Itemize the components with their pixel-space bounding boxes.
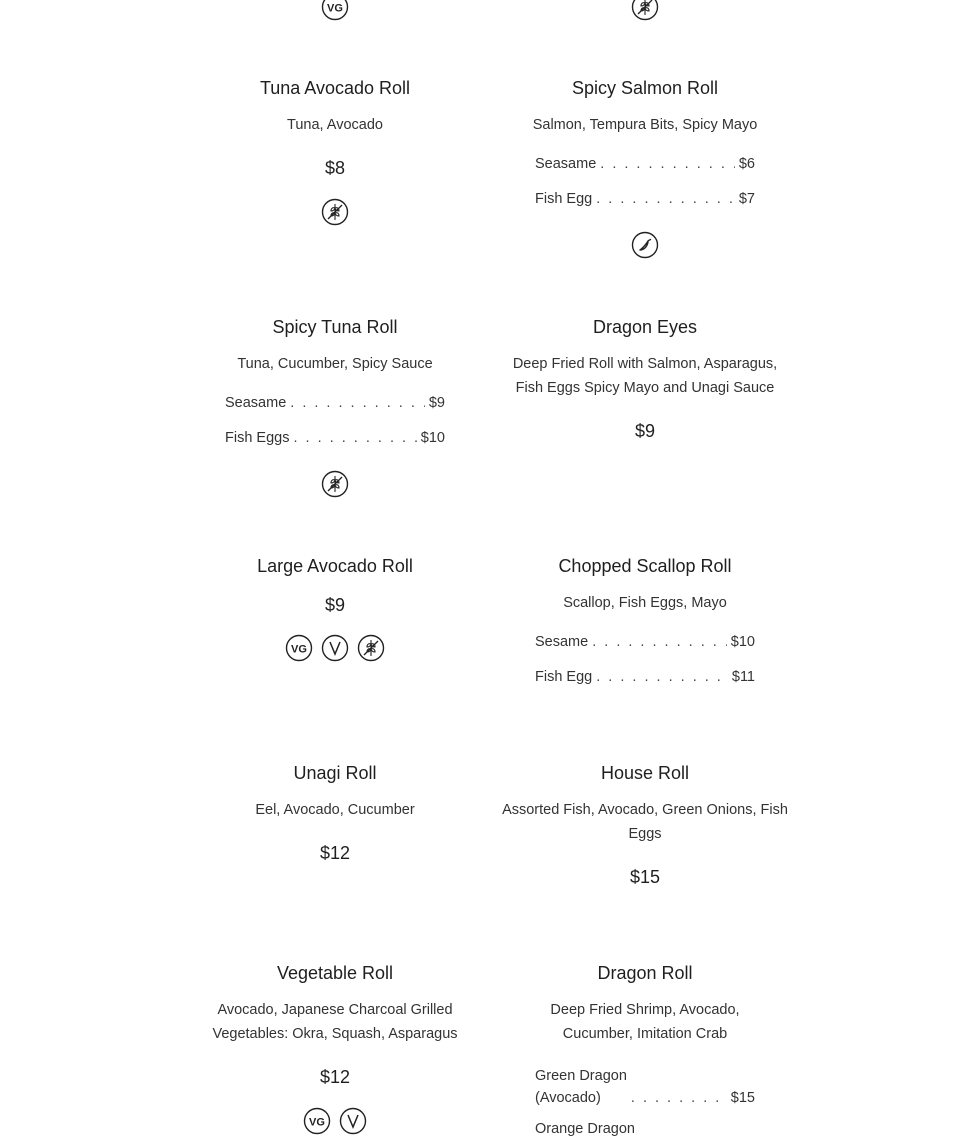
option-row xyxy=(535,634,755,650)
item-price: $12 xyxy=(319,843,351,863)
option-row xyxy=(535,669,755,685)
menu-item-spicy-tuna-roll xyxy=(185,316,485,376)
menu-item-house-roll xyxy=(495,762,795,888)
item-title: Dragon Roll xyxy=(597,963,693,983)
item-description: Tuna, Cucumber, Spicy Sauce xyxy=(237,356,433,372)
option-name: Sesame xyxy=(535,634,589,650)
menu-item-large-avocado-roll xyxy=(185,555,485,662)
item-title: Tuna Avocado Roll xyxy=(259,78,411,98)
gluten-free-icon xyxy=(321,198,349,226)
item-price: $12 xyxy=(319,1067,351,1087)
option-name: Orange Dragon xyxy=(535,1121,635,1137)
menu-item-vegetable-roll xyxy=(185,962,485,1135)
option-name: Fish Eggs xyxy=(225,430,290,446)
menu-item-dragon-roll xyxy=(515,962,775,1046)
item-description: Deep Fried Shrimp, Avocado, Cucumber, Imitation Crab xyxy=(550,1002,740,1042)
item-title: Spicy Tuna Roll xyxy=(272,317,398,337)
item-price: $15 xyxy=(629,867,661,887)
item-description: Avocado, Japanese Charcoal Grilled Vegetables: Okra, Squash, Asparagus xyxy=(212,1002,458,1042)
item-description: Salmon, Tempura Bits, Spicy Mayo xyxy=(532,117,758,133)
item-title: Large Avocado Roll xyxy=(257,556,413,576)
option-row xyxy=(535,156,755,172)
menu-item-chopped-scallop-roll xyxy=(495,555,795,615)
vegan-icon xyxy=(285,634,313,662)
option-price: $7 xyxy=(738,191,755,207)
menu-item-tuna-avocado-roll xyxy=(185,77,485,226)
item-description: Deep Fried Roll with Salmon, Asparagus, Fish Eggs Spicy Mayo and Unagi Sauce xyxy=(512,356,778,396)
gluten-free-icon xyxy=(357,634,385,662)
vegan-icon xyxy=(321,0,349,21)
option-name-line1: Green Dragon xyxy=(535,1068,627,1084)
item-price: $9 xyxy=(324,595,346,615)
vegan-icon xyxy=(303,1107,331,1135)
option-price: $10 xyxy=(420,430,445,446)
top-left-icons xyxy=(185,0,485,21)
option-price: $10 xyxy=(730,634,755,650)
top-right-icons xyxy=(495,0,795,21)
option-name: Fish Egg xyxy=(535,191,593,207)
option-price: $15 xyxy=(730,1090,755,1106)
item-title: Chopped Scallop Roll xyxy=(558,556,732,576)
spicy-salmon-icons xyxy=(495,231,795,259)
option-row xyxy=(535,1065,755,1109)
spicy-salmon-options xyxy=(535,156,755,207)
item-description: Assorted Fish, Avocado, Green Onions, Fish Eggs xyxy=(502,802,788,842)
item-price: $8 xyxy=(324,158,346,178)
gluten-free-icon xyxy=(631,0,659,21)
item-price: $9 xyxy=(634,421,656,441)
spicy-tuna-icons xyxy=(185,470,485,498)
item-title: Unagi Roll xyxy=(293,763,377,783)
option-name xyxy=(535,1065,627,1109)
item-title: Vegetable Roll xyxy=(276,963,394,983)
spicy-icon xyxy=(631,231,659,259)
spicy-tuna-options xyxy=(225,395,445,446)
item-title: House Roll xyxy=(600,763,690,783)
item-title: Dragon Eyes xyxy=(592,317,698,337)
option-row xyxy=(225,430,445,446)
menu-item-spicy-salmon-roll xyxy=(495,77,795,137)
option-price: $6 xyxy=(738,156,755,172)
item-description: Scallop, Fish Eggs, Mayo xyxy=(563,595,727,611)
option-name: Seasame xyxy=(535,156,597,172)
vegetarian-icon xyxy=(321,634,349,662)
vegetarian-icon xyxy=(339,1107,367,1135)
option-row xyxy=(225,395,445,411)
menu-item-unagi-roll xyxy=(185,762,485,864)
item-title: Spicy Salmon Roll xyxy=(571,78,719,98)
chopped-scallop-options xyxy=(535,634,755,685)
option-name: Fish Egg xyxy=(535,669,593,685)
option-name-line2: (Avocado) xyxy=(535,1090,601,1106)
item-description: Tuna, Avocado xyxy=(287,117,383,133)
option-price: $9 xyxy=(428,395,445,411)
option-name: Seasame xyxy=(225,395,287,411)
menu-item-dragon-eyes xyxy=(510,316,780,442)
gluten-free-icon xyxy=(321,470,349,498)
item-description: Eel, Avocado, Cucumber xyxy=(255,802,415,818)
option-price: $11 xyxy=(731,669,755,685)
dragon-roll-options xyxy=(535,1065,755,1137)
option-row xyxy=(535,191,755,207)
option-row xyxy=(535,1121,755,1137)
